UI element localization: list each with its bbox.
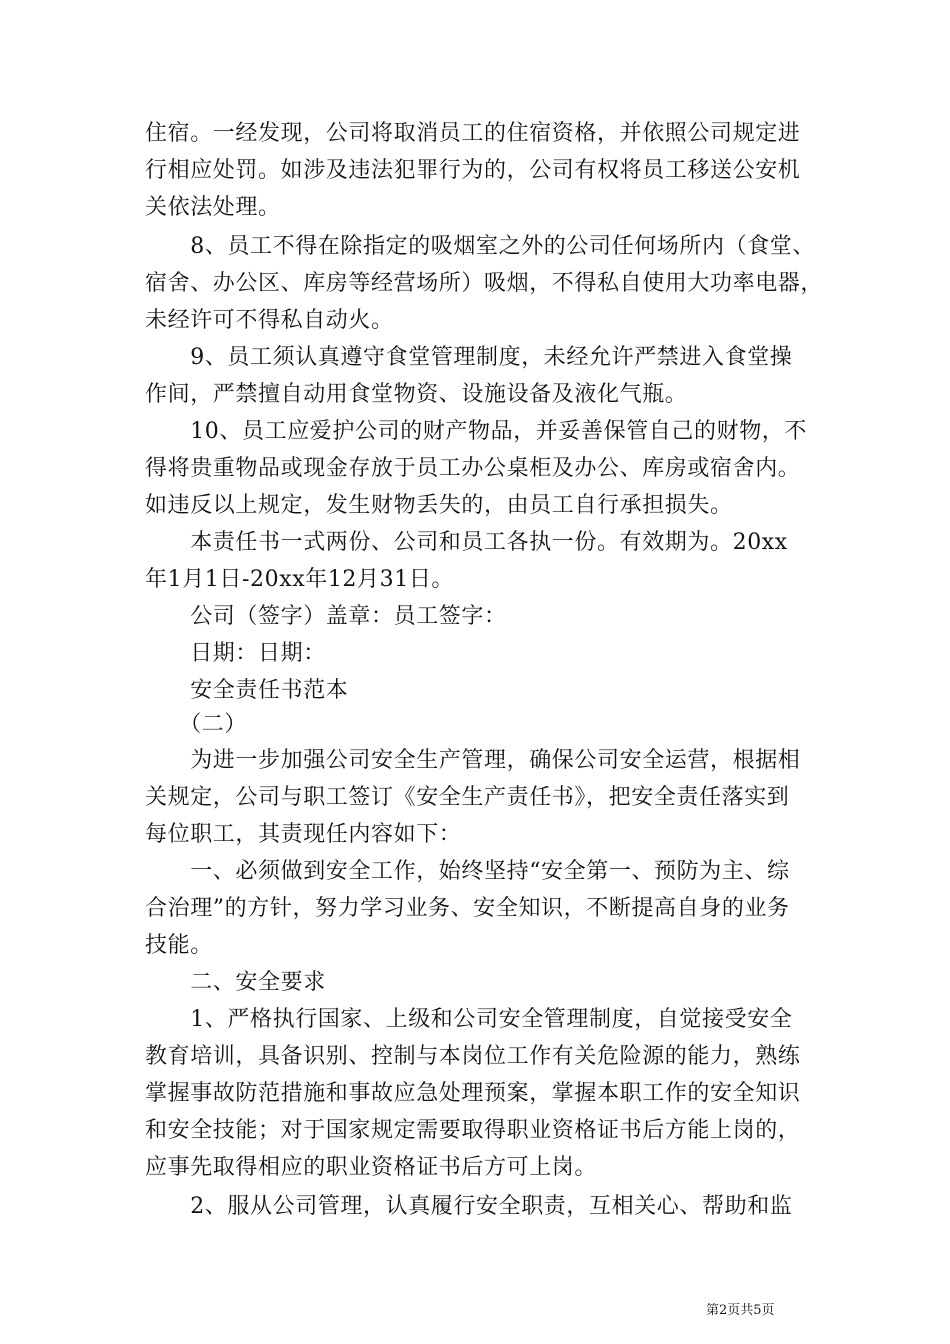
paragraph-line: 本责任书一式两份、公司和员工各执一份。有效期为。20xx bbox=[145, 530, 788, 555]
paragraph-line: 宿舍、办公区、库房等经营场所）吸烟，不得私自使用大功率电器， bbox=[145, 271, 824, 296]
section-heading: 二、安全要求 bbox=[145, 970, 326, 995]
paragraph-line: 如违反以上规定，发生财物丢失的，由员工自行承担损失。 bbox=[145, 493, 733, 518]
paragraph-line: 关依法处理。 bbox=[145, 195, 281, 220]
signature-line: 公司（签字）盖章：员工签字： bbox=[145, 604, 507, 629]
paragraph-line: 1、严格执行国家、上级和公司安全管理制度，自觉接受安全 bbox=[145, 1007, 793, 1032]
section-subtitle: （二） bbox=[145, 712, 248, 737]
paragraph-line: 教育培训，具备识别、控制与本岗位工作有关危险源的能力，熟练 bbox=[145, 1044, 801, 1069]
paragraph-line: 住宿。一经发现，公司将取消员工的住宿资格，并依照公司规定进 bbox=[145, 121, 801, 146]
paragraph-line: 作间，严禁擅自动用食堂物资、设施设备及液化气瓶。 bbox=[145, 382, 688, 407]
paragraph-line: 合治理”的方针，努力学习业务、安全知识，不断提高自身的业务 bbox=[145, 896, 790, 921]
paragraph-line: 和安全技能；对于国家规定需要取得职业资格证书后方能上岗的， bbox=[145, 1118, 801, 1143]
paragraph-line: 技能。 bbox=[145, 933, 213, 958]
paragraph-line: 2、服从公司管理，认真履行安全职责，互相关心、帮助和监 bbox=[145, 1194, 793, 1219]
paragraph-line: 10、员工应爱护公司的财产物品，并妥善保管自己的财物，不 bbox=[145, 419, 807, 444]
paragraph-line: 未经许可不得私自动火。 bbox=[145, 308, 394, 333]
paragraph-line: 为进一步加强公司安全生产管理，确保公司安全运营，根据相 bbox=[145, 748, 801, 773]
paragraph-line: 掌握事故防范措施和事故应急处理预案，掌握本职工作的安全知识 bbox=[145, 1081, 801, 1106]
paragraph-line: 一、必须做到安全工作，始终坚持“安全第一、预防为主、综 bbox=[145, 859, 790, 884]
paragraph-line: 年1月1日-20xx年12月31日。 bbox=[145, 567, 455, 592]
paragraph-line: 得将贵重物品或现金存放于员工办公桌柜及办公、库房或宿舍内。 bbox=[145, 456, 801, 481]
paragraph-line: 每位职工，其责现任内容如下： bbox=[145, 822, 462, 847]
paragraph-line: 关规定，公司与职工签订《安全生产责任书》，把安全责任落实到 bbox=[145, 785, 790, 810]
page-number: 第2页共5页 bbox=[706, 1303, 775, 1318]
paragraph-line: 应事先取得相应的职业资格证书后方可上岗。 bbox=[145, 1155, 598, 1180]
paragraph-line: 行相应处罚。如涉及违法犯罪行为的，公司有权将员工移送公安机 bbox=[145, 158, 801, 183]
paragraph-line: 8、员工不得在除指定的吸烟室之外的公司任何场所内（食堂、 bbox=[145, 234, 815, 259]
date-line: 日期：日期： bbox=[145, 641, 326, 666]
paragraph-line: 9、员工须认真遵守食堂管理制度，未经允许严禁进入食堂操 bbox=[145, 345, 793, 370]
section-title: 安全责任书范本 bbox=[145, 678, 349, 703]
